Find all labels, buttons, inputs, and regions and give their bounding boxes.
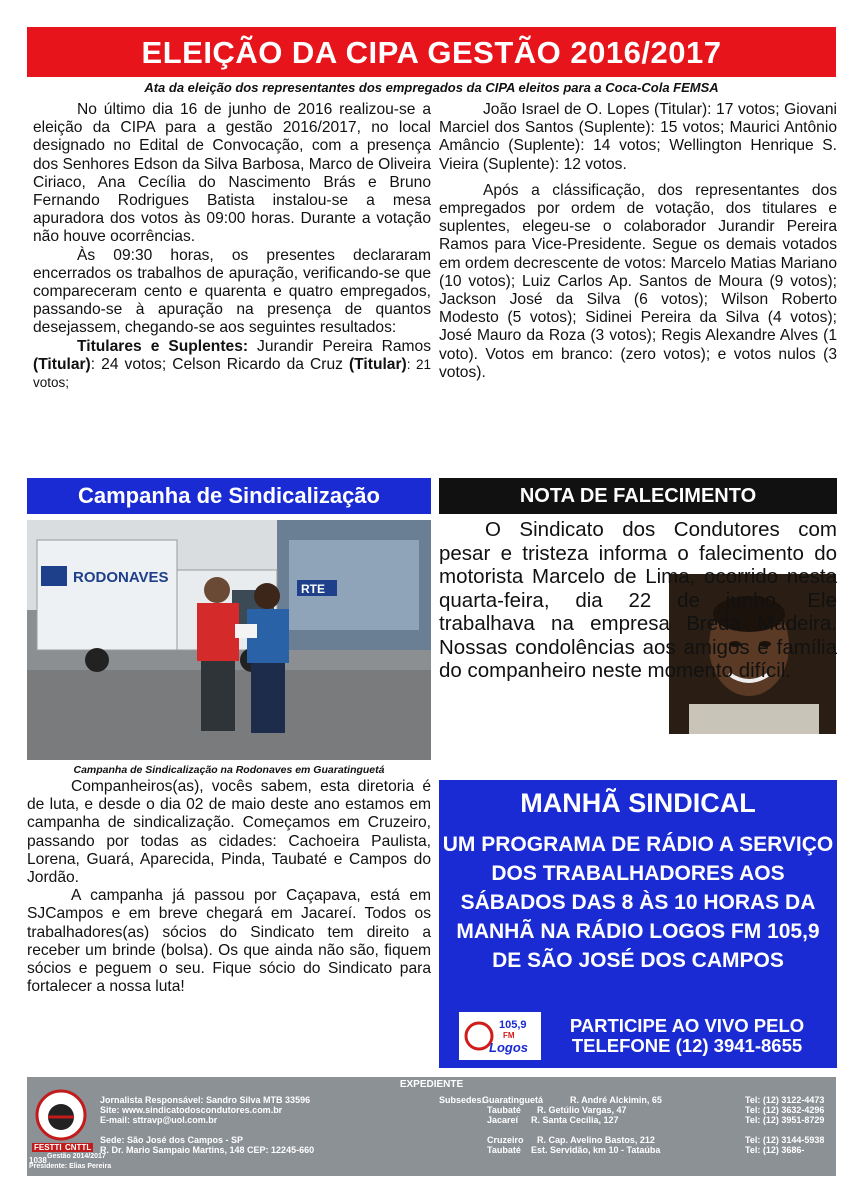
footer-row-tel: Tel: (12) 3144-5938 <box>745 1135 825 1145</box>
footer-row-addr: R. Getúlio Vargas, 47 <box>537 1105 627 1115</box>
truck-sign-rte: RTE <box>301 582 325 596</box>
radio-title: MANHÃ SINDICAL <box>520 788 756 818</box>
cipa-paragraph-5: Após a clássificação, dos representantes dos empregados por ordem de votação, dos titulares e suplentes, elegeu-se o colaborador Jurandir Pereira Ramos para Vice-Presidente. Segue os demais votados em ordem decrescente de votos: Marcelo Matias Mariano (10 votos); Luiz Carlos Ap. Santos de Moura (9 votos); Jackson José da Silva (6 votos); Wilson Roberto Modesto (5 votos); Sidinei Pereira da Silva (4 votos); José Mauro da Roza (3 votos); Regis Alexandre Alves (1 voto). Votos em branco: (zero votos); e votos nulos (3 votos). <box>439 181 837 381</box>
footer-sede: Sede: São José dos Campos - SP <box>100 1135 244 1145</box>
footer-email[interactable]: E-mail: sttravp@uol.com.br <box>100 1115 218 1125</box>
cipa-paragraph-3: Titulares e Suplentes: Jurandir Pereira Ramos (Titular): 24 votos; Celson Ricardo da Cruz (Titular): 21 votos; <box>33 337 431 391</box>
footer-row-addr: R. André Alckimin, 65 <box>570 1095 662 1105</box>
page-title: ELEIÇÃO DA CIPA GESTÃO 2016/2017 <box>27 27 836 77</box>
cipa-results-label: Titulares e Suplentes: <box>77 337 249 355</box>
campanha-text <box>27 778 431 996</box>
footer-edition: 1038 <box>29 1156 47 1165</box>
footer-gestao: Gestão 2014/2017 <box>47 1153 106 1160</box>
footer-expediente <box>27 1077 836 1176</box>
cipa-left-column <box>33 101 431 392</box>
footer-title: EXPEDIENTE <box>399 1079 464 1090</box>
nota-heading: NOTA DE FALECIMENTO <box>439 478 837 514</box>
nota-text <box>439 518 837 683</box>
footer-row-tel: Tel: (12) 3122-4473 <box>745 1095 825 1105</box>
union-logo <box>35 1089 87 1141</box>
svg-text:FM: FM <box>503 1031 515 1040</box>
footer-site[interactable]: Site: www.sindicatodoscondutores.com.br <box>100 1105 283 1115</box>
footer-endereco: R. Dr. Mario Sampaio Martins, 148 CEP: 12245-660 <box>100 1145 315 1155</box>
footer-row-city: Cruzeiro <box>487 1135 524 1145</box>
footer-subsedes-label: Subsedes: <box>439 1095 485 1105</box>
festti-badge: FESTTI <box>34 1143 62 1152</box>
svg-text:Logos: Logos <box>489 1040 528 1055</box>
campanha-heading: Campanha de Sindicalização <box>27 478 431 514</box>
cipa-paragraph-1: No último dia 16 de junho de 2016 realizou-se a eleição da CIPA para a gestão 2016/2017, no local designado no Edital de Convocação, com a presença dos Senhores Edson da Silva Barbosa, Marco de Oliveira Ciriaco, Ana Cecília do Nascimento Brás e Bruno Fernando Rodrigues Batista instalou-se a mesa apuradora dos votos às 09:00 horas. Durante a votação não houve ocorrências. <box>33 101 431 246</box>
cipa-paragraph-4: João Israel de O. Lopes (Titular): 17 votos; Giovani Marciel dos Santos (Suplente): 15 votos; Maurici Antônio Amâncio (Suplente): 14 votos; Wellington Henrique S. Vieira (Suplente): 12 votos. <box>439 101 837 173</box>
footer-jornalista: Jornalista Responsável: Sandro Silva MTB 33596 <box>100 1095 311 1105</box>
page-subtitle: Ata da eleição dos representantes dos empregados da CIPA eleitos para a Coca-Cola FEMSA <box>144 80 719 95</box>
footer-row-city: Jacareí <box>487 1115 519 1125</box>
footer-row-city: Taubaté <box>487 1105 521 1115</box>
campanha-paragraph-2: A campanha já passou por Caçapava, está em SJCampos e em breve chegará em Jacareí. Todos os trabalhadores(as) sócios do Sindicato tem direito a receber um brinde (bolsa). Os que ainda não são, fiquem sócios e peguem o seu. Fique sócio do Sindicato para fortalecer a nossa luta! <box>27 887 431 996</box>
radio-cta: PARTICIPE AO VIVO PELO TELEFONE (12) 3941-8655 <box>569 1015 805 1056</box>
nota-paragraph: O Sindicato dos Condutores com pesar e tristeza informa o falecimento do motorista Marcelo de Lima, ocorrido nesta quarta-feira, dia 22 de junho. Ele trabalhava na empresa Breda Madeira. Nossas condolências aos amigos e família do companheiro neste momento difícil. <box>439 518 837 682</box>
cipa-paragraph-2: Às 09:30 horas, os presentes declararam encerrados os trabalhos de apuração, verificando-se que compareceram cento e quarenta e quatro empregados, passando-se à apuração na presença de quantos desejassem, chegando-se aos seguintes resultados: <box>33 246 431 337</box>
radio-box <box>439 780 837 1068</box>
footer-row-addr: R. Santa Cecília, 127 <box>531 1115 619 1125</box>
logos-fm-logo <box>459 1012 541 1060</box>
footer-row-city: Taubaté <box>487 1145 521 1155</box>
footer-row-addr: R. Cap. Avelino Bastos, 212 <box>537 1135 655 1145</box>
campanha-photo-caption: Campanha de Sindicalização na Rodonaves em Guaratinguetá <box>73 764 385 776</box>
campanha-photo <box>27 520 431 760</box>
footer-row-tel: Tel: (12) 3951-8729 <box>745 1115 825 1125</box>
truck-sign-rodonaves: RODONAVES <box>73 569 169 586</box>
campanha-paragraph-1: Companheiros(as), vocês sabem, esta diretoria é de luta, e desde o dia 02 de maio deste ano estamos em campanha de sindicalização. Começamos em Cruzeiro, passando por todas as cidades: Cachoeira Paulista, Lorena, Guará, Aparecida, Pinda, Taubaté e Campos do Jordão. <box>27 778 431 887</box>
svg-text:105,9: 105,9 <box>499 1019 527 1031</box>
cnttl-badge: CNTTL <box>65 1143 92 1152</box>
footer-row-city: Guaratinguetá <box>482 1095 544 1105</box>
footer-presidente: Presidente: Elias Pereira <box>29 1163 112 1170</box>
footer-row-tel: Tel: (12) 3686- <box>745 1145 805 1155</box>
footer-row-tel: Tel: (12) 3632-4296 <box>745 1105 825 1115</box>
cipa-right-column <box>439 101 837 382</box>
radio-body: UM PROGRAMA DE RÁDIO A SERVIÇO DOS TRABALHADORES AOS SÁBADOS DAS 8 ÀS 10 HORAS DA MANHÃ NA RÁDIO LOGOS FM 105,9 DE SÃO JOSÉ DOS CAMPOS <box>442 833 834 972</box>
footer-row-addr: Est. Servidão, km 10 - Tataúba <box>531 1145 661 1155</box>
